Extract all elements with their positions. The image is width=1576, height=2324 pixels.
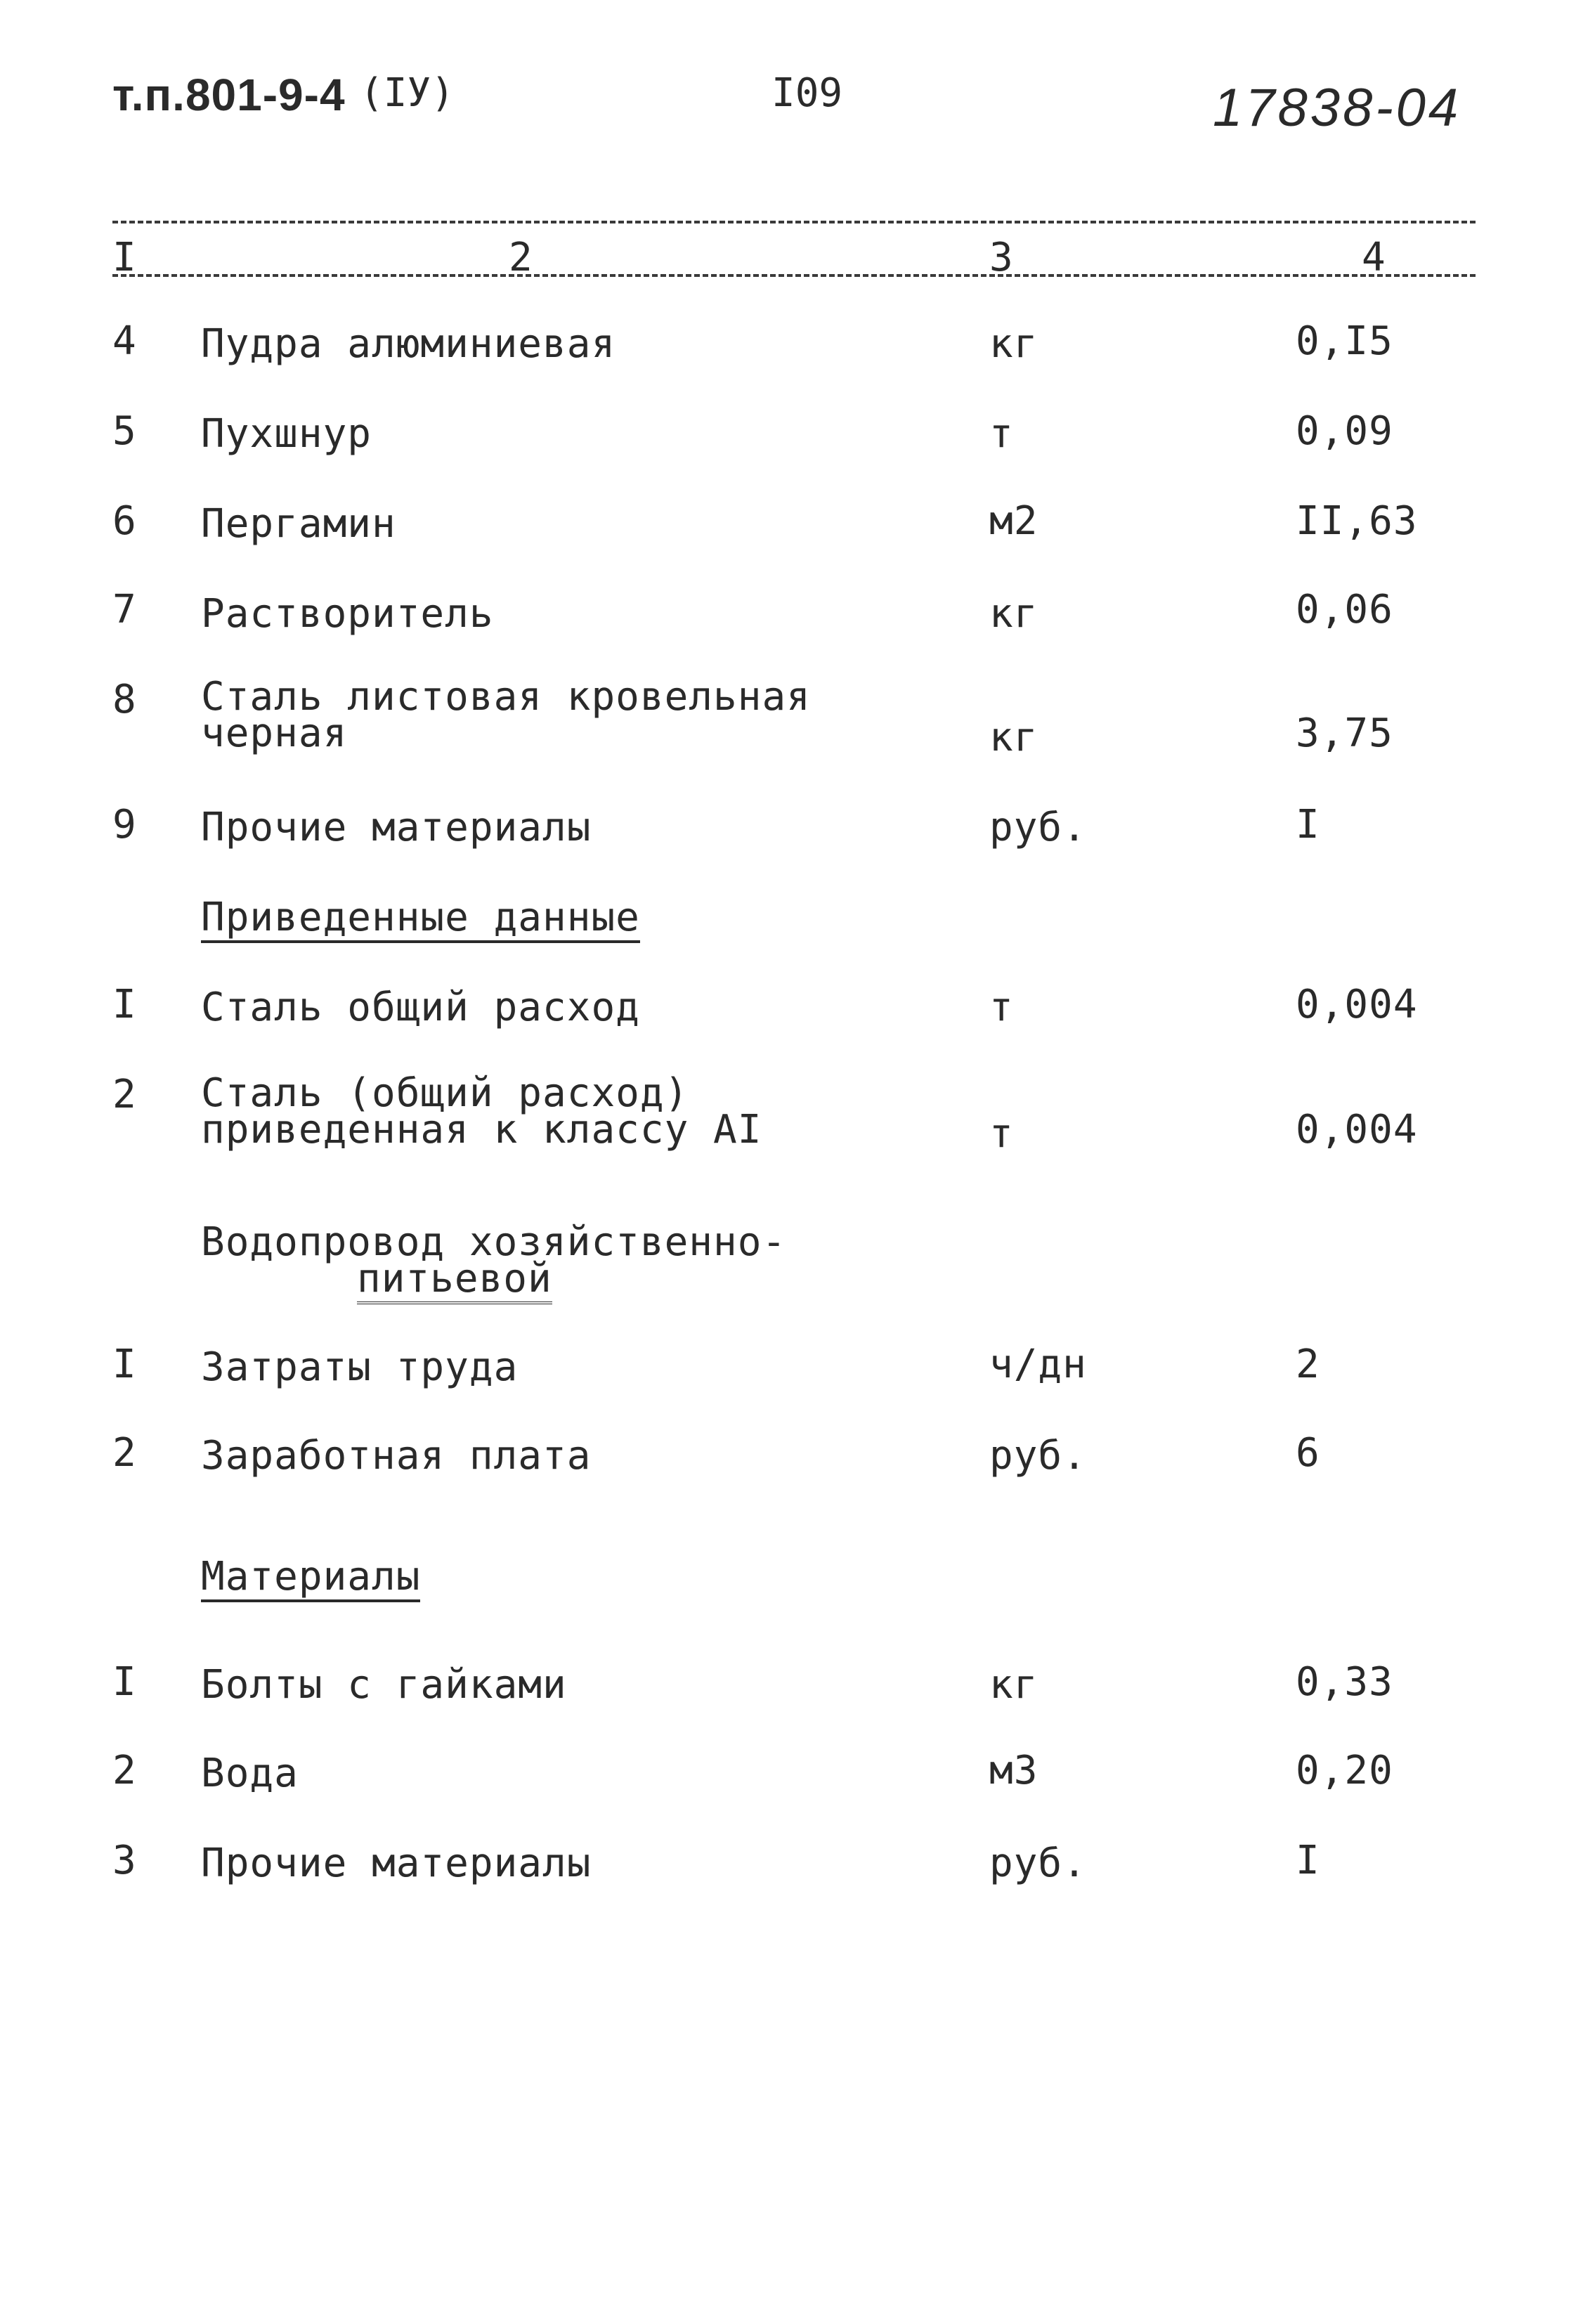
row-value: II,63 — [1296, 498, 1418, 544]
section-heading-line-2-text: питьевой — [357, 1256, 552, 1304]
column-header-4: 4 — [1362, 235, 1386, 280]
row-value: I — [1296, 802, 1320, 848]
row-value: 0,33 — [1296, 1659, 1393, 1705]
row-name-line-2: приведенная к классу AI — [201, 1107, 762, 1153]
row-value: 0,I5 — [1296, 318, 1393, 364]
row-name: Пухшнур — [201, 411, 372, 457]
row-value: 0,09 — [1296, 408, 1393, 454]
row-number: 2 — [112, 1430, 137, 1476]
row-number: 2 — [112, 1072, 137, 1117]
section-heading-line-2 — [201, 1256, 786, 1301]
row-name: Вода — [201, 1751, 299, 1796]
column-header-3: 3 — [989, 235, 1013, 280]
row-number: I — [112, 982, 137, 1027]
row-value: I — [1296, 1838, 1320, 1883]
row-unit: т — [989, 985, 1014, 1030]
row-unit: кг — [989, 591, 1038, 637]
row-value: 0,004 — [1296, 1107, 1418, 1153]
row-number: 7 — [112, 587, 137, 632]
section-heading-text: Материалы — [201, 1557, 420, 1602]
row-name: Затраты труда — [201, 1344, 519, 1390]
section-heading-water — [201, 1219, 787, 1301]
row-number: I — [112, 1342, 137, 1387]
row-number: 6 — [112, 498, 137, 544]
document-variant: (IУ) — [360, 70, 455, 116]
header-rule-top — [112, 221, 1476, 223]
header-rule-bottom — [112, 274, 1476, 277]
row-name: Заработная плата — [201, 1433, 592, 1479]
row-number: 3 — [112, 1838, 137, 1883]
row-unit: кг — [989, 715, 1038, 760]
row-name-line-1: Сталь листовая кровельная — [201, 674, 811, 720]
row-name: Прочие материалы — [201, 805, 592, 850]
row-name: Прочие материалы — [201, 1841, 592, 1886]
column-header-2: 2 — [509, 235, 533, 280]
archive-number: 17838-04 — [1213, 78, 1461, 138]
row-name: Пергамин — [201, 501, 396, 547]
section-heading-materials — [201, 1554, 421, 1602]
row-name-line-1: Сталь (общий расход) — [201, 1070, 689, 1116]
row-name: Пудра алюминиевая — [201, 321, 616, 367]
row-value: 0,06 — [1296, 587, 1393, 632]
row-name: Сталь общий расход — [201, 985, 640, 1030]
section-heading-line-1: Водопровод хозяйственно- — [201, 1219, 787, 1265]
row-name-line-2: черная — [201, 710, 348, 756]
document-code: т.п.801-9-4 — [112, 70, 346, 120]
row-name: Растворитель — [201, 591, 494, 637]
row-unit: руб. — [989, 1841, 1087, 1886]
row-unit: м3 — [989, 1748, 1038, 1793]
section-heading-text: Приведенные данные — [201, 898, 640, 943]
row-unit: м2 — [989, 498, 1038, 544]
row-unit: кг — [989, 1662, 1038, 1708]
page-number: I09 — [771, 70, 843, 116]
row-number: 9 — [112, 802, 137, 848]
row-unit: кг — [989, 321, 1038, 367]
row-unit: ч/дн — [989, 1342, 1087, 1387]
row-value: 0,004 — [1296, 982, 1418, 1027]
row-name — [201, 1070, 762, 1153]
section-heading-reduced — [201, 895, 640, 943]
row-name: Болты с гайками — [201, 1662, 567, 1708]
row-value: 3,75 — [1296, 710, 1393, 756]
row-number: 8 — [112, 677, 137, 722]
row-unit: руб. — [989, 1433, 1087, 1479]
column-header-1: I — [112, 235, 136, 280]
row-value: 0,20 — [1296, 1748, 1393, 1793]
row-number: I — [112, 1659, 137, 1705]
row-value: 2 — [1296, 1342, 1320, 1387]
row-number: 4 — [112, 318, 137, 364]
row-name — [201, 674, 811, 756]
row-unit: т — [989, 411, 1014, 457]
row-number: 2 — [112, 1748, 137, 1793]
row-value: 6 — [1296, 1430, 1320, 1476]
row-unit: руб. — [989, 805, 1087, 850]
row-unit: т — [989, 1111, 1014, 1157]
row-number: 5 — [112, 408, 137, 454]
